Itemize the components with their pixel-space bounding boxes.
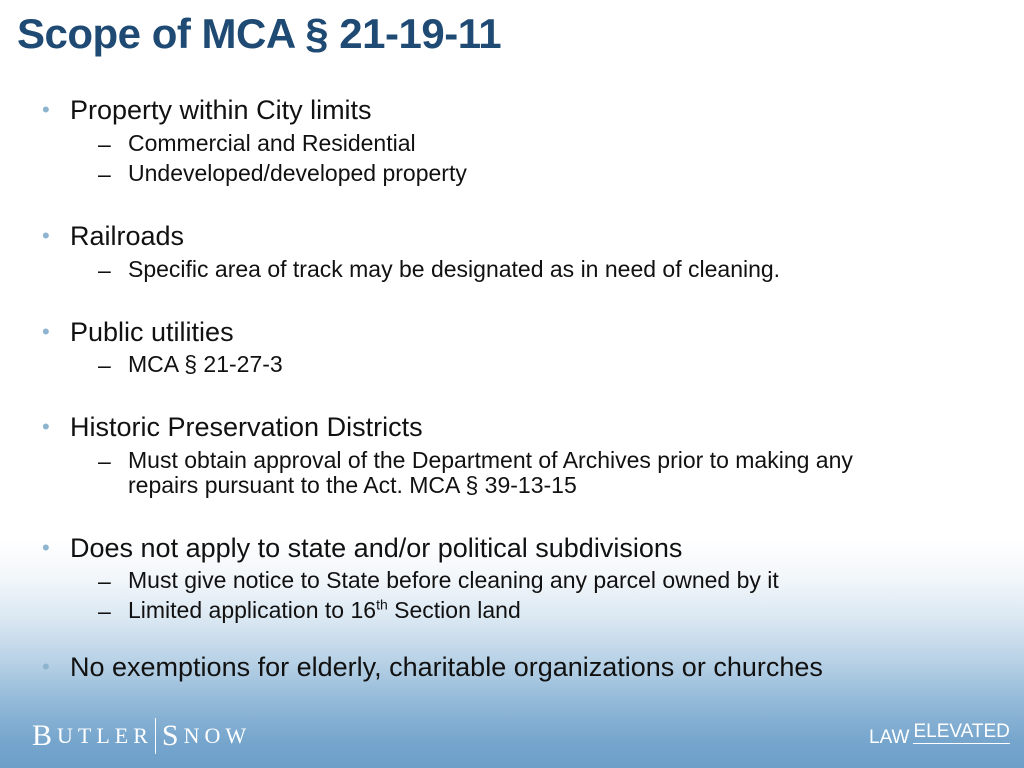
sub-text: MCA § 21-27-3: [128, 351, 283, 377]
sub-text: Commercial and Residential: [128, 130, 416, 156]
law-elevated-logo: [869, 721, 1010, 749]
logo-utler: UTLER: [57, 723, 153, 748]
slide-title: Scope of MCA § 21-19-11: [17, 10, 502, 57]
dash-icon: –: [98, 448, 111, 474]
bullet-dot-icon: •: [42, 97, 50, 122]
superscript: th: [376, 596, 388, 613]
bullet-text: Public utilities: [70, 317, 234, 347]
sub-text: Undeveloped/developed property: [128, 160, 467, 186]
sub-text: Specific area of track may be designated as in need of cleaning.: [128, 256, 781, 282]
dash-icon: –: [98, 598, 111, 624]
sub-text-before: Limited application to 16: [128, 597, 377, 623]
bullet-dot-icon: •: [42, 535, 50, 560]
bullet-text: Does not apply to state and/or political subdivisions: [70, 533, 683, 563]
dash-icon: –: [98, 352, 111, 378]
bullet-text: Historic Preservation Districts: [70, 412, 423, 442]
logo-s: S: [161, 719, 184, 752]
bullet-text: No exemptions for elderly, charitable organizations or churches: [70, 652, 823, 682]
dash-icon: –: [98, 568, 111, 594]
bullet-text: Railroads: [70, 221, 185, 251]
bullet-dot-icon: •: [42, 223, 50, 248]
logo-elevated: ELEVATED: [913, 721, 1010, 742]
bullet-dot-icon: •: [42, 319, 50, 344]
sub-text: Must obtain approval of the Department of Archives prior to making any repairs pursuant to the Act. MCA § 39-13-15: [128, 447, 853, 498]
logo-law: LAW: [869, 727, 910, 748]
bullet-text: Property within City limits: [70, 95, 372, 125]
sub-text: [128, 598, 908, 623]
bullet-dot-icon: •: [42, 414, 50, 439]
dash-icon: –: [98, 257, 111, 283]
dash-icon: –: [98, 131, 111, 157]
sub-text-after: Section land: [387, 597, 521, 623]
logo-b: B: [32, 719, 58, 752]
sub-text: Must give notice to State before cleaning any parcel owned by it: [128, 567, 779, 593]
dash-icon: –: [98, 161, 111, 187]
bullet-dot-icon: •: [42, 654, 50, 679]
logo-divider: [155, 718, 156, 754]
butler-snow-logo: [32, 718, 251, 754]
logo-now: NOW: [183, 723, 252, 748]
